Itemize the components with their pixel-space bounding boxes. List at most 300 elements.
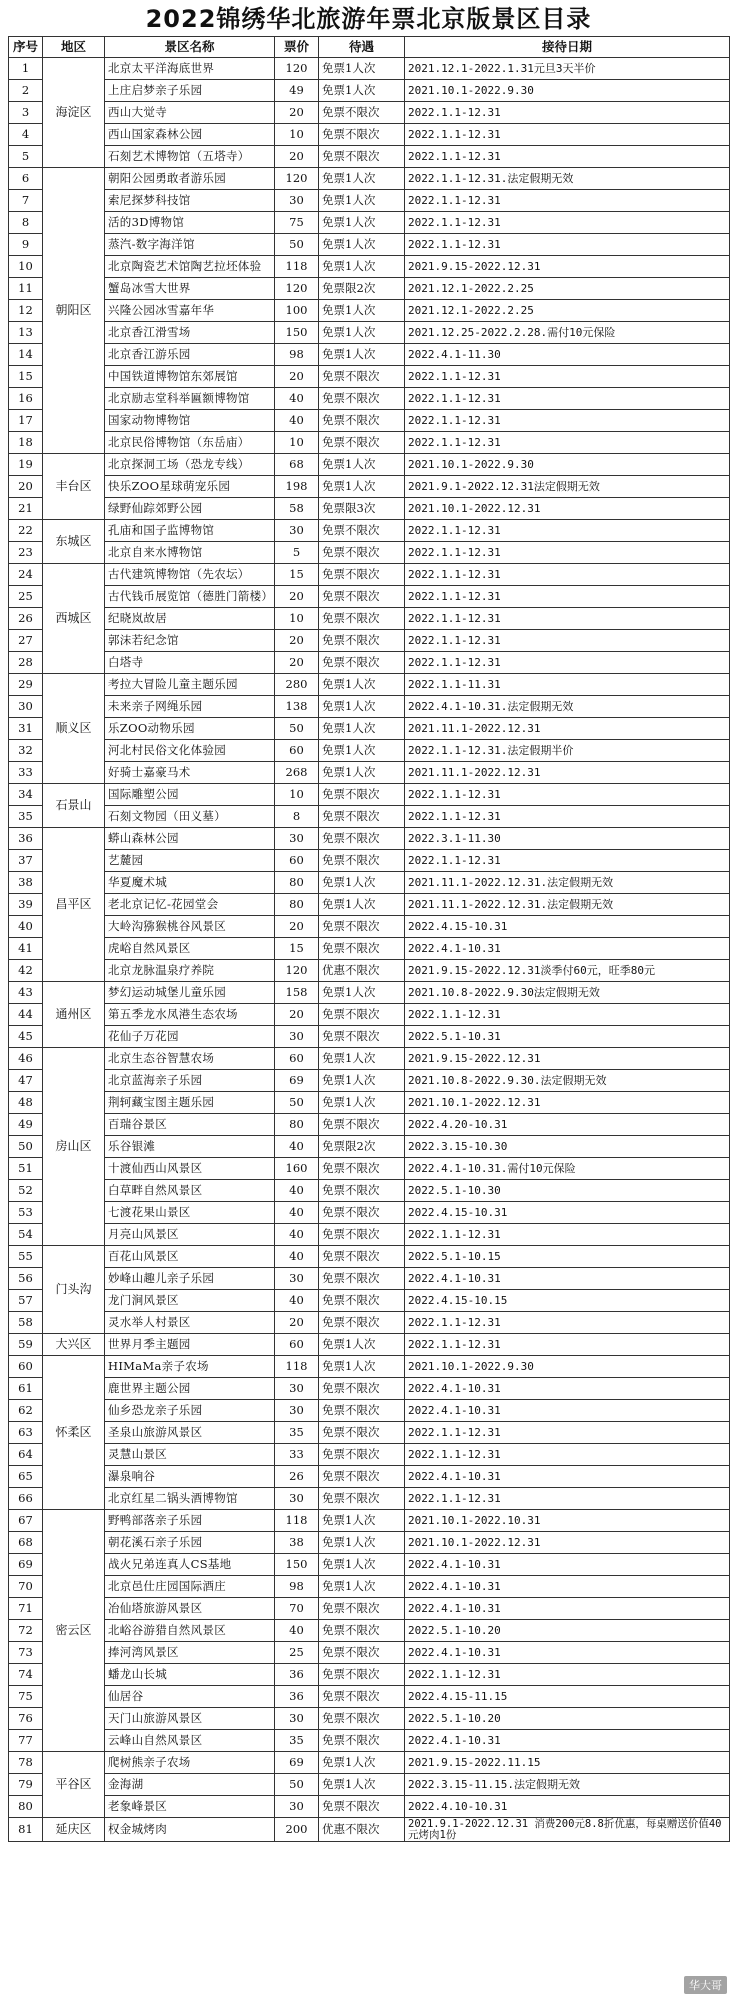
benefit-cell: 免票不限次 (319, 586, 405, 608)
scenic-name: 妙峰山趣儿亲子乐园 (105, 1268, 275, 1290)
reception-dates: 2022.1.1-12.31 (405, 586, 730, 608)
row-number: 32 (9, 740, 43, 762)
reception-dates: 2022.1.1-12.31 (405, 388, 730, 410)
reception-dates: 2021.9.1-2022.12.31法定假期无效 (405, 476, 730, 498)
table-row (9, 894, 730, 916)
ticket-price: 30 (275, 1268, 319, 1290)
row-number: 15 (9, 366, 43, 388)
scenic-name: 花仙子万花园 (105, 1026, 275, 1048)
ticket-price: 50 (275, 234, 319, 256)
reception-dates: 2022.1.1-12.31 (405, 1004, 730, 1026)
benefit-cell: 免票不限次 (319, 1488, 405, 1510)
ticket-price: 70 (275, 1598, 319, 1620)
reception-dates: 2021.11.1-2022.12.31.法定假期无效 (405, 894, 730, 916)
table-row (9, 762, 730, 784)
scenic-name: 北京探洞工场（恐龙专线） (105, 454, 275, 476)
row-number: 16 (9, 388, 43, 410)
table-row (9, 784, 730, 806)
reception-dates: 2021.10.1-2022.12.31 (405, 1092, 730, 1114)
scenic-name: 北京蓝海亲子乐园 (105, 1070, 275, 1092)
area-cell: 石景山 (43, 784, 105, 828)
scenic-name: 鹿世界主题公园 (105, 1378, 275, 1400)
scenic-name: 战火兄弟连真人CS基地 (105, 1554, 275, 1576)
reception-dates: 2022.1.1-12.31 (405, 1224, 730, 1246)
benefit-cell: 免票不限次 (319, 520, 405, 542)
ticket-price: 26 (275, 1466, 319, 1488)
scenic-name: 石刻文物园（田义墓） (105, 806, 275, 828)
row-number: 28 (9, 652, 43, 674)
scenic-name: 乐谷银滩 (105, 1136, 275, 1158)
row-number: 49 (9, 1114, 43, 1136)
benefit-cell: 免票1人次 (319, 234, 405, 256)
scenic-name: 老北京记忆-花园堂会 (105, 894, 275, 916)
reception-dates: 2022.1.1-12.31 (405, 1444, 730, 1466)
scenic-name: 野鸭部落亲子乐园 (105, 1510, 275, 1532)
scenic-name: 蟹岛冰雪大世界 (105, 278, 275, 300)
scenic-name: 北峪谷游猎自然风景区 (105, 1620, 275, 1642)
area-cell: 西城区 (43, 564, 105, 674)
benefit-cell: 免票不限次 (319, 652, 405, 674)
area-cell: 海淀区 (43, 58, 105, 168)
ticket-price: 40 (275, 1620, 319, 1642)
ticket-price: 36 (275, 1686, 319, 1708)
reception-dates: 2021.12.1-2022.2.25 (405, 300, 730, 322)
row-number: 50 (9, 1136, 43, 1158)
scenic-name: 虎峪自然风景区 (105, 938, 275, 960)
reception-dates: 2022.5.1-10.31 (405, 1026, 730, 1048)
benefit-cell: 免票限2次 (319, 1136, 405, 1158)
row-number: 76 (9, 1708, 43, 1730)
scenic-name: 北京民俗博物馆（东岳庙） (105, 432, 275, 454)
benefit-cell: 免票1人次 (319, 1554, 405, 1576)
ticket-price: 80 (275, 1114, 319, 1136)
scenic-name: 金海湖 (105, 1774, 275, 1796)
table-row (9, 432, 730, 454)
benefit-cell: 免票1人次 (319, 1774, 405, 1796)
benefit-cell: 免票1人次 (319, 1510, 405, 1532)
table-row (9, 1444, 730, 1466)
scenic-name: 白草畔自然风景区 (105, 1180, 275, 1202)
row-number: 44 (9, 1004, 43, 1026)
row-number: 64 (9, 1444, 43, 1466)
benefit-cell: 免票1人次 (319, 454, 405, 476)
reception-dates: 2022.1.1-12.31 (405, 1488, 730, 1510)
benefit-cell: 免票1人次 (319, 894, 405, 916)
benefit-cell: 免票不限次 (319, 1224, 405, 1246)
ticket-price: 36 (275, 1664, 319, 1686)
row-number: 22 (9, 520, 43, 542)
ticket-price: 40 (275, 410, 319, 432)
table-row (9, 1576, 730, 1598)
row-number: 26 (9, 608, 43, 630)
reception-dates: 2022.1.1-12.31.法定假期半价 (405, 740, 730, 762)
scenic-name: HIMaMa亲子农场 (105, 1356, 275, 1378)
scenic-name: 第五季龙水凤港生态农场 (105, 1004, 275, 1026)
benefit-cell: 免票不限次 (319, 916, 405, 938)
table-row (9, 1752, 730, 1774)
scenic-name: 北京龙脉温泉疗养院 (105, 960, 275, 982)
table-row (9, 828, 730, 850)
scenic-name: 西山大觉寺 (105, 102, 275, 124)
scenic-name: 梦幻运动城堡儿童乐园 (105, 982, 275, 1004)
table-header-row (9, 37, 730, 58)
benefit-cell: 免票不限次 (319, 938, 405, 960)
table-row (9, 476, 730, 498)
row-number: 47 (9, 1070, 43, 1092)
ticket-price: 120 (275, 960, 319, 982)
table-row (9, 1664, 730, 1686)
table-row (9, 630, 730, 652)
reception-dates: 2021.12.1-2022.2.25 (405, 278, 730, 300)
scenic-name: 月亮山风景区 (105, 1224, 275, 1246)
reception-dates: 2022.1.1-12.31 (405, 212, 730, 234)
row-number: 69 (9, 1554, 43, 1576)
table-row (9, 1334, 730, 1356)
row-number: 12 (9, 300, 43, 322)
benefit-cell: 免票不限次 (319, 1598, 405, 1620)
reception-dates: 2022.1.1-12.31 (405, 410, 730, 432)
header-name: 景区名称 (105, 37, 275, 58)
benefit-cell: 免票1人次 (319, 718, 405, 740)
table-row (9, 1378, 730, 1400)
benefit-cell: 免票不限次 (319, 564, 405, 586)
scenic-name: 十渡仙西山风景区 (105, 1158, 275, 1180)
scenic-name: 索尼探梦科技馆 (105, 190, 275, 212)
row-number: 34 (9, 784, 43, 806)
table-row (9, 1224, 730, 1246)
table-row (9, 1312, 730, 1334)
scenic-name: 老象峰景区 (105, 1796, 275, 1818)
reception-dates: 2022.4.1-10.31 (405, 1554, 730, 1576)
table-row (9, 1268, 730, 1290)
reception-dates: 2022.1.1-12.31.法定假期无效 (405, 168, 730, 190)
scenic-name: 北京自来水博物馆 (105, 542, 275, 564)
table-row (9, 102, 730, 124)
scenic-name: 朝花溪石亲子乐园 (105, 1532, 275, 1554)
row-number: 19 (9, 454, 43, 476)
scenic-name: 大岭沟猕猴桃谷风景区 (105, 916, 275, 938)
scenic-name: 七渡花果山景区 (105, 1202, 275, 1224)
table-row (9, 1818, 730, 1842)
scenic-name: 北京太平洋海底世界 (105, 58, 275, 80)
reception-dates: 2022.1.1-12.31 (405, 542, 730, 564)
scenic-name: 权金城烤肉 (105, 1818, 275, 1842)
row-number: 40 (9, 916, 43, 938)
ticket-price: 20 (275, 586, 319, 608)
scenic-name: 蟒山森林公园 (105, 828, 275, 850)
table-row (9, 542, 730, 564)
scenic-name: 上庄启梦亲子乐园 (105, 80, 275, 102)
ticket-price: 10 (275, 124, 319, 146)
table-row (9, 278, 730, 300)
ticket-price: 15 (275, 938, 319, 960)
ticket-price: 30 (275, 1400, 319, 1422)
ticket-price: 98 (275, 1576, 319, 1598)
scenic-name: 北京邑仕庄园国际酒庄 (105, 1576, 275, 1598)
reception-dates: 2021.10.1-2022.12.31 (405, 498, 730, 520)
row-number: 52 (9, 1180, 43, 1202)
scenic-name: 纪晓岚故居 (105, 608, 275, 630)
ticket-price: 198 (275, 476, 319, 498)
scenic-name: 云峰山自然风景区 (105, 1730, 275, 1752)
reception-dates: 2022.1.1-12.31 (405, 102, 730, 124)
scenic-name: 艺麓园 (105, 850, 275, 872)
reception-dates: 2022.1.1-12.31 (405, 366, 730, 388)
ticket-price: 15 (275, 564, 319, 586)
ticket-price: 150 (275, 1554, 319, 1576)
benefit-cell: 免票1人次 (319, 982, 405, 1004)
benefit-cell: 免票不限次 (319, 366, 405, 388)
ticket-price: 120 (275, 58, 319, 80)
scenic-name: 冶仙塔旅游风景区 (105, 1598, 275, 1620)
row-number: 18 (9, 432, 43, 454)
area-cell: 怀柔区 (43, 1356, 105, 1510)
benefit-cell: 免票不限次 (319, 1246, 405, 1268)
row-number: 51 (9, 1158, 43, 1180)
table-row (9, 652, 730, 674)
header-no: 序号 (9, 37, 43, 58)
reception-dates: 2021.9.1-2022.12.31 消费200元8.8折优惠，每桌赠送价值40元烤肉1份 (405, 1818, 730, 1842)
benefit-cell: 免票1人次 (319, 1070, 405, 1092)
reception-dates: 2022.4.15-10.31 (405, 916, 730, 938)
area-cell: 通州区 (43, 982, 105, 1048)
benefit-cell: 免票1人次 (319, 256, 405, 278)
table-row (9, 1774, 730, 1796)
benefit-cell: 免票不限次 (319, 388, 405, 410)
row-number: 79 (9, 1774, 43, 1796)
row-number: 37 (9, 850, 43, 872)
benefit-cell: 免票不限次 (319, 1664, 405, 1686)
benefit-cell: 免票不限次 (319, 1708, 405, 1730)
ticket-price: 30 (275, 520, 319, 542)
row-number: 43 (9, 982, 43, 1004)
row-number: 5 (9, 146, 43, 168)
scenic-name: 西山国家森林公园 (105, 124, 275, 146)
benefit-cell: 免票不限次 (319, 608, 405, 630)
reception-dates: 2022.4.1-10.31 (405, 1400, 730, 1422)
ticket-price: 35 (275, 1422, 319, 1444)
ticket-price: 50 (275, 1092, 319, 1114)
row-number: 74 (9, 1664, 43, 1686)
ticket-price: 69 (275, 1752, 319, 1774)
row-number: 77 (9, 1730, 43, 1752)
scenic-name: 北京香江滑雪场 (105, 322, 275, 344)
table-row (9, 1070, 730, 1092)
scenic-name: 灵水举人村景区 (105, 1312, 275, 1334)
benefit-cell: 免票不限次 (319, 1686, 405, 1708)
ticket-price: 5 (275, 542, 319, 564)
row-number: 68 (9, 1532, 43, 1554)
reception-dates: 2022.1.1-12.31 (405, 520, 730, 542)
scenic-name: 石刻艺术博物馆（五塔寺） (105, 146, 275, 168)
ticket-price: 118 (275, 1510, 319, 1532)
benefit-cell: 免票1人次 (319, 168, 405, 190)
row-number: 67 (9, 1510, 43, 1532)
table-row (9, 1488, 730, 1510)
ticket-price: 60 (275, 740, 319, 762)
scenic-name: 捧河湾风景区 (105, 1642, 275, 1664)
ticket-price: 40 (275, 1202, 319, 1224)
ticket-price: 20 (275, 366, 319, 388)
table-row (9, 520, 730, 542)
reception-dates: 2022.4.15-10.15 (405, 1290, 730, 1312)
table-row (9, 1554, 730, 1576)
benefit-cell: 免票1人次 (319, 300, 405, 322)
benefit-cell: 免票不限次 (319, 410, 405, 432)
reception-dates: 2022.4.1-10.31 (405, 1576, 730, 1598)
table-row (9, 168, 730, 190)
ticket-price: 20 (275, 146, 319, 168)
reception-dates: 2022.3.15-10.30 (405, 1136, 730, 1158)
benefit-cell: 优惠不限次 (319, 960, 405, 982)
benefit-cell: 免票不限次 (319, 1642, 405, 1664)
table-row (9, 1202, 730, 1224)
ticket-price: 20 (275, 630, 319, 652)
scenic-name: 仙乡恐龙亲子乐园 (105, 1400, 275, 1422)
table-row (9, 872, 730, 894)
row-number: 36 (9, 828, 43, 850)
benefit-cell: 免票不限次 (319, 630, 405, 652)
ticket-price: 158 (275, 982, 319, 1004)
row-number: 1 (9, 58, 43, 80)
table-row (9, 1290, 730, 1312)
row-number: 41 (9, 938, 43, 960)
reception-dates: 2021.10.1-2022.12.31 (405, 1532, 730, 1554)
table-row (9, 938, 730, 960)
scenic-name: 国际雕塑公园 (105, 784, 275, 806)
row-number: 48 (9, 1092, 43, 1114)
watermark-label: 华大哥 (684, 1976, 727, 1994)
reception-dates: 2021.11.1-2022.12.31.法定假期无效 (405, 872, 730, 894)
scenic-name: 世界月季主题园 (105, 1334, 275, 1356)
row-number: 62 (9, 1400, 43, 1422)
benefit-cell: 免票不限次 (319, 1180, 405, 1202)
row-number: 20 (9, 476, 43, 498)
scenic-name: 郭沫若纪念馆 (105, 630, 275, 652)
ticket-price: 50 (275, 718, 319, 740)
ticket-price: 10 (275, 608, 319, 630)
table-row (9, 366, 730, 388)
ticket-price: 60 (275, 1334, 319, 1356)
area-cell: 丰台区 (43, 454, 105, 520)
scenic-table-wrapper (8, 36, 729, 1842)
scenic-name: 乐ZOO动物乐园 (105, 718, 275, 740)
ticket-price: 200 (275, 1818, 319, 1842)
row-number: 31 (9, 718, 43, 740)
benefit-cell: 免票1人次 (319, 1532, 405, 1554)
header-benefit: 待遇 (319, 37, 405, 58)
table-row (9, 80, 730, 102)
reception-dates: 2021.10.8-2022.9.30.法定假期无效 (405, 1070, 730, 1092)
table-row (9, 564, 730, 586)
table-row (9, 498, 730, 520)
benefit-cell: 免票1人次 (319, 1752, 405, 1774)
benefit-cell: 免票不限次 (319, 1620, 405, 1642)
row-number: 81 (9, 1818, 43, 1842)
ticket-price: 80 (275, 894, 319, 916)
row-number: 25 (9, 586, 43, 608)
table-row (9, 1620, 730, 1642)
benefit-cell: 免票1人次 (319, 1334, 405, 1356)
row-number: 61 (9, 1378, 43, 1400)
benefit-cell: 免票不限次 (319, 1378, 405, 1400)
benefit-cell: 免票不限次 (319, 432, 405, 454)
reception-dates: 2022.4.15-10.31 (405, 1202, 730, 1224)
ticket-price: 20 (275, 102, 319, 124)
reception-dates: 2022.1.1-12.31 (405, 652, 730, 674)
row-number: 55 (9, 1246, 43, 1268)
ticket-price: 40 (275, 388, 319, 410)
reception-dates: 2022.4.1-10.31.需付10元保险 (405, 1158, 730, 1180)
table-row (9, 1136, 730, 1158)
benefit-cell: 免票1人次 (319, 740, 405, 762)
scenic-name: 中国铁道博物馆东郊展馆 (105, 366, 275, 388)
ticket-price: 58 (275, 498, 319, 520)
benefit-cell: 免票限2次 (319, 278, 405, 300)
scenic-name: 天门山旅游风景区 (105, 1708, 275, 1730)
ticket-price: 98 (275, 344, 319, 366)
scenic-name: 朝阳公园勇敢者游乐园 (105, 168, 275, 190)
table-row (9, 256, 730, 278)
table-row (9, 960, 730, 982)
row-number: 59 (9, 1334, 43, 1356)
table-row (9, 608, 730, 630)
reception-dates: 2021.11.1-2022.12.31 (405, 762, 730, 784)
scenic-name: 好骑士嘉豪马术 (105, 762, 275, 784)
benefit-cell: 免票1人次 (319, 476, 405, 498)
reception-dates: 2022.4.1-10.31 (405, 1598, 730, 1620)
scenic-name: 荆轲藏宝图主题乐园 (105, 1092, 275, 1114)
table-row (9, 344, 730, 366)
reception-dates: 2021.12.25-2022.2.28.需付10元保险 (405, 322, 730, 344)
ticket-price: 35 (275, 1730, 319, 1752)
ticket-price: 68 (275, 454, 319, 476)
ticket-price: 138 (275, 696, 319, 718)
reception-dates: 2022.5.1-10.20 (405, 1620, 730, 1642)
row-number: 70 (9, 1576, 43, 1598)
reception-dates: 2022.1.1-12.31 (405, 806, 730, 828)
reception-dates: 2021.10.1-2022.9.30 (405, 454, 730, 476)
benefit-cell: 免票不限次 (319, 1466, 405, 1488)
table-row (9, 1422, 730, 1444)
area-cell: 大兴区 (43, 1334, 105, 1356)
scenic-name: 龙门涧风景区 (105, 1290, 275, 1312)
reception-dates: 2022.4.1-10.31 (405, 1642, 730, 1664)
table-row (9, 674, 730, 696)
benefit-cell: 免票不限次 (319, 542, 405, 564)
benefit-cell: 免票不限次 (319, 806, 405, 828)
benefit-cell: 免票不限次 (319, 1796, 405, 1818)
header-area: 地区 (43, 37, 105, 58)
reception-dates: 2022.1.1-12.31 (405, 1312, 730, 1334)
row-number: 42 (9, 960, 43, 982)
benefit-cell: 免票1人次 (319, 58, 405, 80)
reception-dates: 2022.1.1-12.31 (405, 608, 730, 630)
table-row (9, 58, 730, 80)
scenic-name: 河北村民俗文化体验园 (105, 740, 275, 762)
benefit-cell: 免票1人次 (319, 872, 405, 894)
scenic-name: 蒸汽-数字海洋馆 (105, 234, 275, 256)
benefit-cell: 免票1人次 (319, 344, 405, 366)
row-number: 66 (9, 1488, 43, 1510)
ticket-price: 118 (275, 1356, 319, 1378)
ticket-price: 25 (275, 1642, 319, 1664)
ticket-price: 40 (275, 1246, 319, 1268)
row-number: 56 (9, 1268, 43, 1290)
scenic-name: 北京香江游乐园 (105, 344, 275, 366)
ticket-price: 120 (275, 168, 319, 190)
ticket-price: 40 (275, 1136, 319, 1158)
